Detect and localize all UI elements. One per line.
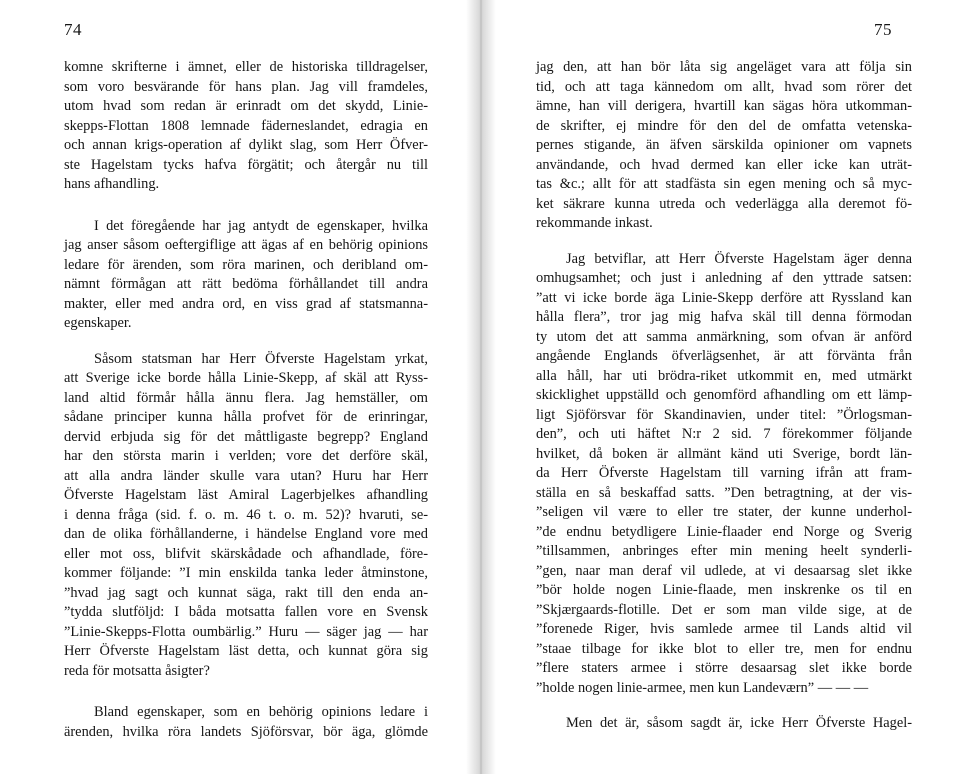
text-line: ”seligen vil være to eller tre stater, der kunne underhol- <box>536 504 912 520</box>
text-line: da Herr Öfverste Hagelstam till varning ifrån att fram- <box>536 465 912 481</box>
text-line: den”, och uti häftet N:r 2 sid. 7 förekommer följande <box>536 426 912 442</box>
text-line: jag anser såsom oeftergiflige att ägas af en behörig opinions <box>64 237 428 253</box>
body-text <box>64 58 428 742</box>
text-line: ledare för ärenden, som röra marinen, och deribland om- <box>64 256 428 273</box>
text-line: att Sverige icke borde hålla Linie-Skepp, af skäl att Ryss- <box>64 370 428 386</box>
text-line: ”att vi icke borde äga Linie-Skepp derföre att Ryssland kan <box>536 289 912 306</box>
text-line: Bland egenskaper, som en behörig opinions ledare i <box>94 704 428 720</box>
text-line: alla håll, har uti brödra-riket utkommit en, med utmärkt <box>536 367 912 384</box>
text-line: ”bör holde nogen Linie-flaade, men inskrenke os til en <box>536 582 912 598</box>
text-line: de skrifter, ej mindre för den del de omfatta vetenska- <box>536 117 912 134</box>
text-line: användande, och hvad dermed kan eller icke kan uträt- <box>536 156 912 173</box>
text-line: tas &c.; allt för att stadfästa sin egen mening och så myc- <box>536 176 912 192</box>
text-line: utom hvad som redan är erinradt om det skydd, Linie- <box>64 98 428 114</box>
text-line: eller mot oss, blifvit skärskådade och afhandlade, före- <box>64 545 428 562</box>
paragraph <box>536 58 912 234</box>
text-line: skepps-Flottan 1808 lemnade fäderneslandet, edragia en <box>64 117 428 134</box>
text-line: pernes stigande, än äfven särskilda opinioner om vapnets <box>536 137 912 153</box>
text-line: att alla andra länder skulle vara utan? Huru har Herr <box>64 467 428 484</box>
text-line: ”Skjærgaards-flotille. Det er som man vilde sige, at de <box>536 601 912 618</box>
text-line: omhugsamhet; och just i anledning af den yttrade satsen: <box>536 270 912 286</box>
paragraph <box>536 714 912 734</box>
text-line: ligt Sjöförsvar för Skandinavien, under titel: ”Örlogsman- <box>536 406 912 423</box>
text-line: tid, och att taga kännedom om allt, hvad som rörer det <box>536 78 912 95</box>
text-line: ”Linie-Skepps-Flotta oumbärlig.” Huru — säger jag — har <box>64 623 428 640</box>
text-line: har den största marin i verlden; vore det derföre skäl, <box>64 448 428 464</box>
body-text <box>536 58 912 734</box>
text-line: Men det är, såsom sagdt är, icke Herr Öfverste Hagel- <box>566 715 912 731</box>
text-line: makter, eller med andra ord, en viss grad af statsmanna- <box>64 295 428 312</box>
text-line: i denna fråga (sid. f. o. m. 46 t. o. m. 52)? hvaruti, se- <box>64 506 428 523</box>
text-line: komne skrifterne i ämnet, eller de historiska tilldragelser, <box>64 59 428 75</box>
paragraph <box>64 217 428 334</box>
text-line: Jag betviflar, att Herr Öfverste Hagelstam äger denna <box>566 250 912 267</box>
text-line: ställa en så beskaffad satts. ”Den betragtning, at der vis- <box>536 484 912 501</box>
text-line: jag den, att han bör låta sig angeläget vara att följa sin <box>536 59 912 75</box>
text-line: ket säkrare kunna utreda och vederlägga alla deremot fö- <box>536 195 912 212</box>
text-line: ”tillsammen, anbringes efter min mening heelt synderli- <box>536 543 912 559</box>
text-line: ”de endnu betydligere Linie-flaader end Norge og Sverig <box>536 523 912 540</box>
book-gutter <box>466 0 496 774</box>
text-line: Herr Öfverste Hagelstam läst detta, och kunnat göra sig <box>64 643 428 659</box>
text-line: ”tydda slutföljd: I båda motsatta fallen vore en Svensk <box>64 604 428 620</box>
text-line: ”holde nogen linie-armee, men kun Landeværn” — — — <box>536 679 869 696</box>
text-line: ”staae tilbage for ikke blot to eller tre, men for endnu <box>536 640 912 657</box>
paragraph <box>64 350 428 682</box>
text-line: ”hvad jag sagt och kunnat säga, rakt till den enda an- <box>64 584 428 601</box>
text-line: skicklighet uppställd och genomförd afhandling om ett lämp- <box>536 387 912 403</box>
text-line: nämnt förmågan att rätt bedöma förhållandet till andra <box>64 276 428 292</box>
text-line: Såsom statsman har Herr Öfverste Hagelstam yrkat, <box>94 350 428 367</box>
text-line: hålla flera”, tror jag mig hafva skäl till denna förmodan <box>536 309 912 325</box>
text-line: som voro besvärande för hans plan. Jag vill framdeles, <box>64 78 428 95</box>
page-number: 74 <box>64 20 82 39</box>
paragraph <box>64 58 428 195</box>
text-line: ty utom det att samma anmärkning, som ofvan är anförd <box>536 328 912 345</box>
text-line: ”flere staters armee i större desaarsag slet ikke borde <box>536 660 912 676</box>
text-line: land altid förmår hålla ännu flera. Jag hemställer, om <box>64 389 428 406</box>
text-line: egenskaper. <box>64 315 132 331</box>
paragraph <box>536 250 912 699</box>
text-line: hvilket, då boken är allmänt känd uti Sverige, bordt län- <box>536 445 912 462</box>
text-line: I det föregående har jag antydt de egenskaper, hvilka <box>94 217 428 234</box>
text-line: angående Englands öfverlägsenhet, är att förvänta från <box>536 348 912 364</box>
text-line: och annan krigs-operation af dylikt slag, som Herr Öfver- <box>64 137 428 153</box>
text-line: ste Hagelstam tycks hafva förgätit; och återgår nu till <box>64 156 428 173</box>
text-line: ”gen, naar man deraf vil udlede, at vi desaarsag slet ikke <box>536 562 912 579</box>
text-line: dervid erbjuda sig för det måttligaste begrepp? England <box>64 428 428 445</box>
text-line: kommer följande: ”I min enskilda tanka leder åtminstone, <box>64 565 428 581</box>
text-line: dan de olika förhållanderne, i händelse England vore med <box>64 526 428 542</box>
text-line: ärenden, hvilka röra landets Sjöförsvar, bör äga, glömde <box>64 723 428 740</box>
text-line: ämne, han vill derigera, hvartill kan sägas höra utkomman- <box>536 98 912 114</box>
text-line: rekommande inkast. <box>536 215 653 231</box>
text-line: sådane principer kunna hålla profvet för de erinringar, <box>64 409 428 425</box>
text-line: ”forenede Riger, hvis samlede armee til Lands altid vil <box>536 621 912 637</box>
text-line: hans afhandling. <box>64 176 160 192</box>
text-line: reda för motsatta åsigter? <box>64 662 210 679</box>
paragraph <box>64 703 428 742</box>
page-number: 75 <box>874 20 892 39</box>
text-line: Öfverste Hagelstam läst Amiral Lagerbjelkes afhandling <box>64 487 428 503</box>
